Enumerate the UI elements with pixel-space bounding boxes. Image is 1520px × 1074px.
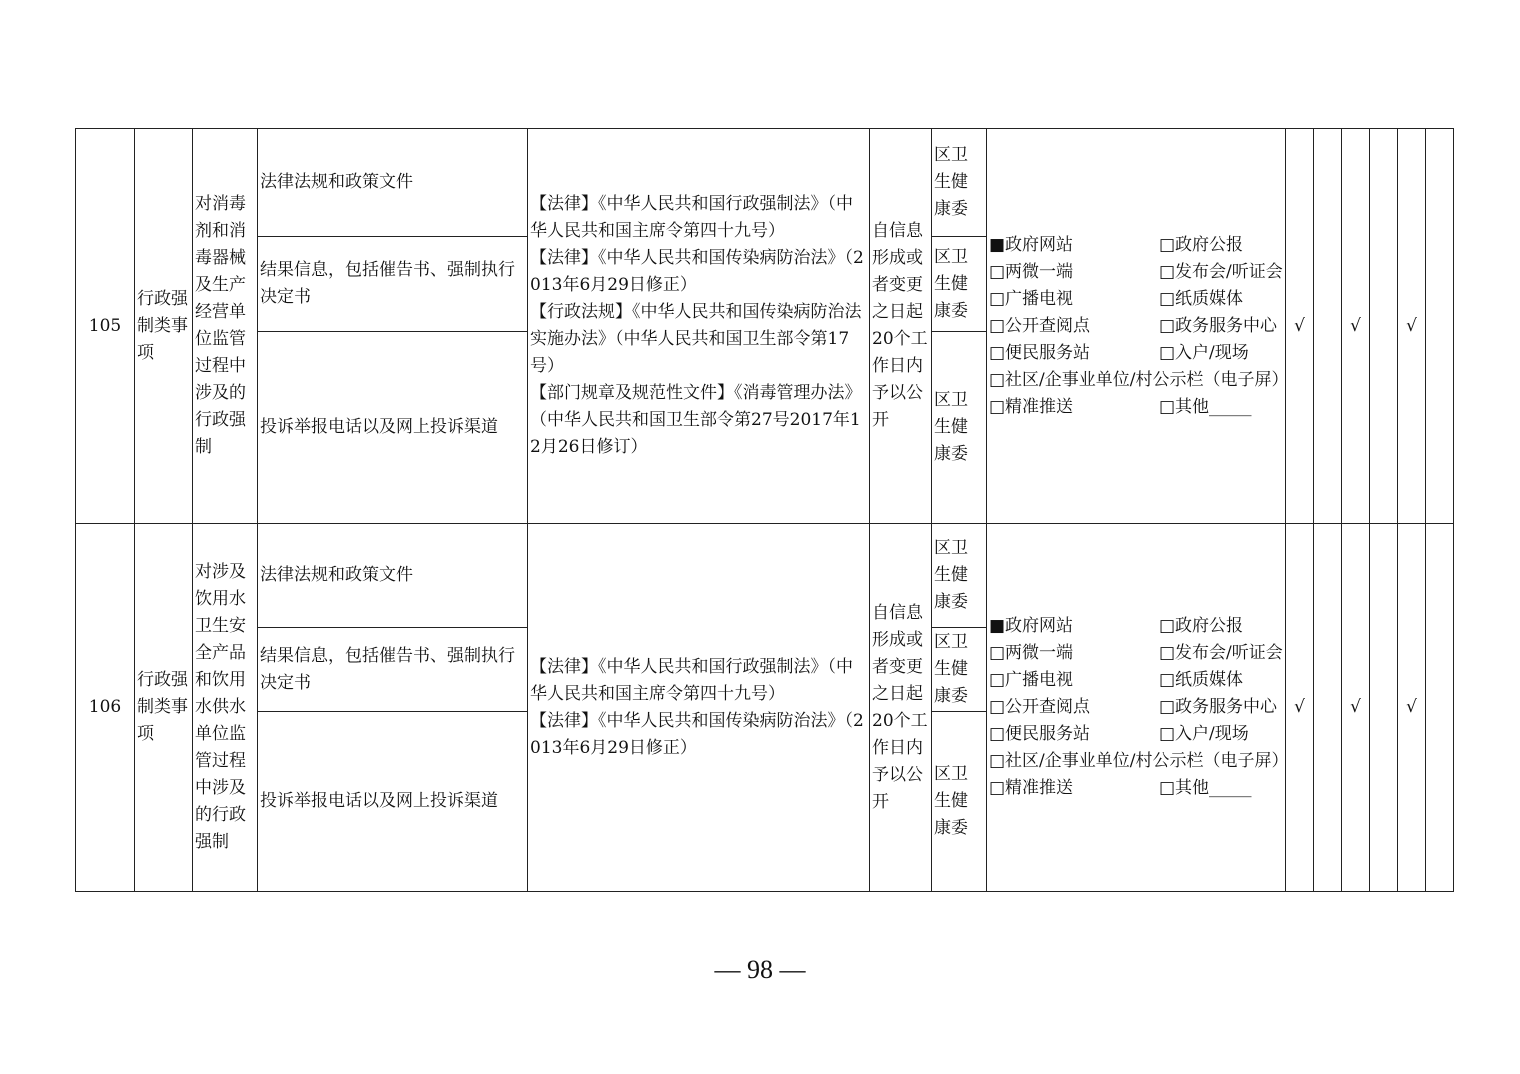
channel-option: □其他_____	[1159, 396, 1252, 417]
channel-option: □广播电视	[989, 288, 1074, 309]
disclosure-table	[75, 128, 1454, 892]
channel-option: □精准推送	[989, 396, 1074, 417]
law-entry: 【部门规章及规范性文件】《消毒管理办法》（中华人民共和国卫生部令第27号2017年12月26日修订）	[530, 383, 862, 457]
channel-option: □纸质媒体	[1159, 288, 1244, 309]
table-row	[76, 129, 1454, 237]
row-number: 105	[76, 129, 135, 524]
channel-option: □政务服务中心	[1159, 697, 1278, 717]
channel-option: □社区/企事业单位/村公示栏（电子屏）	[989, 369, 1289, 390]
channel-option: □政府公报	[1159, 616, 1244, 636]
category-cell: 行政强制类事项	[135, 524, 193, 892]
subject-cell: 区卫生健康委	[932, 628, 987, 712]
check-mark	[1314, 129, 1342, 524]
item-cell: 法律法规和政策文件	[258, 524, 528, 628]
law-entry: 【法律】《中华人民共和国行政强制法》（中华人民共和国主席令第四十九号）	[530, 656, 853, 704]
time-limit-cell: 自信息形成或者变更之日起20个工作日内予以公开	[870, 129, 932, 524]
check-mark	[1426, 129, 1454, 524]
channel-option: □政务服务中心	[1159, 315, 1278, 336]
item-cell: 结果信息，包括催告书、强制执行决定书	[258, 237, 528, 332]
item-cell: 投诉举报电话以及网上投诉渠道	[258, 712, 528, 892]
check-mark: √	[1398, 129, 1426, 524]
check-mark	[1370, 524, 1398, 892]
channel-option: □入户/现场	[1159, 342, 1249, 363]
channel-option: ■政府网站	[989, 616, 1074, 636]
channel-option: □发布会/听证会	[1159, 643, 1283, 663]
check-mark: √	[1286, 524, 1314, 892]
channel-option: □精准推送	[989, 778, 1074, 798]
row-number: 106	[76, 524, 135, 892]
time-limit-cell: 自信息形成或者变更之日起20个工作日内予以公开	[870, 524, 932, 892]
check-mark: √	[1342, 129, 1370, 524]
subject-cell: 区卫生健康委	[932, 712, 987, 892]
subject-cell: 区卫生健康委	[932, 332, 987, 524]
law-basis-cell	[528, 524, 870, 892]
item-cell: 法律法规和政策文件	[258, 129, 528, 237]
law-entry: 【法律】《中华人民共和国行政强制法》（中华人民共和国主席令第四十九号）	[530, 194, 853, 241]
subject-cell: 区卫生健康委	[932, 237, 987, 332]
check-mark	[1314, 524, 1342, 892]
check-mark	[1426, 524, 1454, 892]
channel-list	[989, 232, 1289, 421]
check-mark: √	[1398, 524, 1426, 892]
channel-option: ■政府网站	[989, 234, 1074, 255]
channel-option: □两微一端	[989, 261, 1074, 282]
law-entry: 【法律】《中华人民共和国传染病防治法》（2013年6月29日修正）	[530, 248, 864, 295]
law-basis-cell	[528, 129, 870, 524]
channel-option: □入户/现场	[1159, 724, 1249, 744]
subject-cell: 区卫生健康委	[932, 524, 987, 628]
item-cell: 结果信息，包括催告书、强制执行决定书	[258, 628, 528, 712]
channel-option: □便民服务站	[989, 724, 1091, 744]
channel-option: □政府公报	[1159, 234, 1244, 255]
channel-option: □便民服务站	[989, 342, 1091, 363]
channel-option: □公开查阅点	[989, 697, 1091, 717]
channel-cell	[987, 524, 1289, 892]
channel-option: □广播电视	[989, 670, 1074, 690]
law-entry: 【法律】《中华人民共和国传染病防治法》（2013年6月29日修正）	[530, 710, 864, 758]
law-entry: 【行政法规】《中华人民共和国传染病防治法实施办法》（中华人民共和国卫生部令第17号）	[530, 302, 862, 376]
channel-option: □公开查阅点	[989, 315, 1091, 336]
channel-option: □社区/企事业单位/村公示栏（电子屏）	[989, 751, 1289, 771]
subject-cell: 区卫生健康委	[932, 129, 987, 237]
page-number: — 98 —	[714, 955, 806, 984]
channel-option: □纸质媒体	[1159, 670, 1244, 690]
check-mark	[1370, 129, 1398, 524]
item-cell: 投诉举报电话以及网上投诉渠道	[258, 332, 528, 524]
subcategory-cell: 对涉及饮用水卫生安全产品和饮用水供水单位监管过程中涉及的行政强制	[193, 524, 258, 892]
subcategory-cell: 对消毒剂和消毒器械及生产经营单位监管过程中涉及的行政强制	[193, 129, 258, 524]
channel-list	[989, 613, 1289, 802]
channel-cell	[987, 129, 1289, 524]
channel-option: □两微一端	[989, 643, 1074, 663]
check-mark: √	[1286, 129, 1314, 524]
table-row	[76, 524, 1454, 628]
channel-option: □其他_____	[1159, 778, 1252, 798]
check-mark: √	[1342, 524, 1370, 892]
channel-option: □发布会/听证会	[1159, 261, 1283, 282]
category-cell: 行政强制类事项	[135, 129, 193, 524]
